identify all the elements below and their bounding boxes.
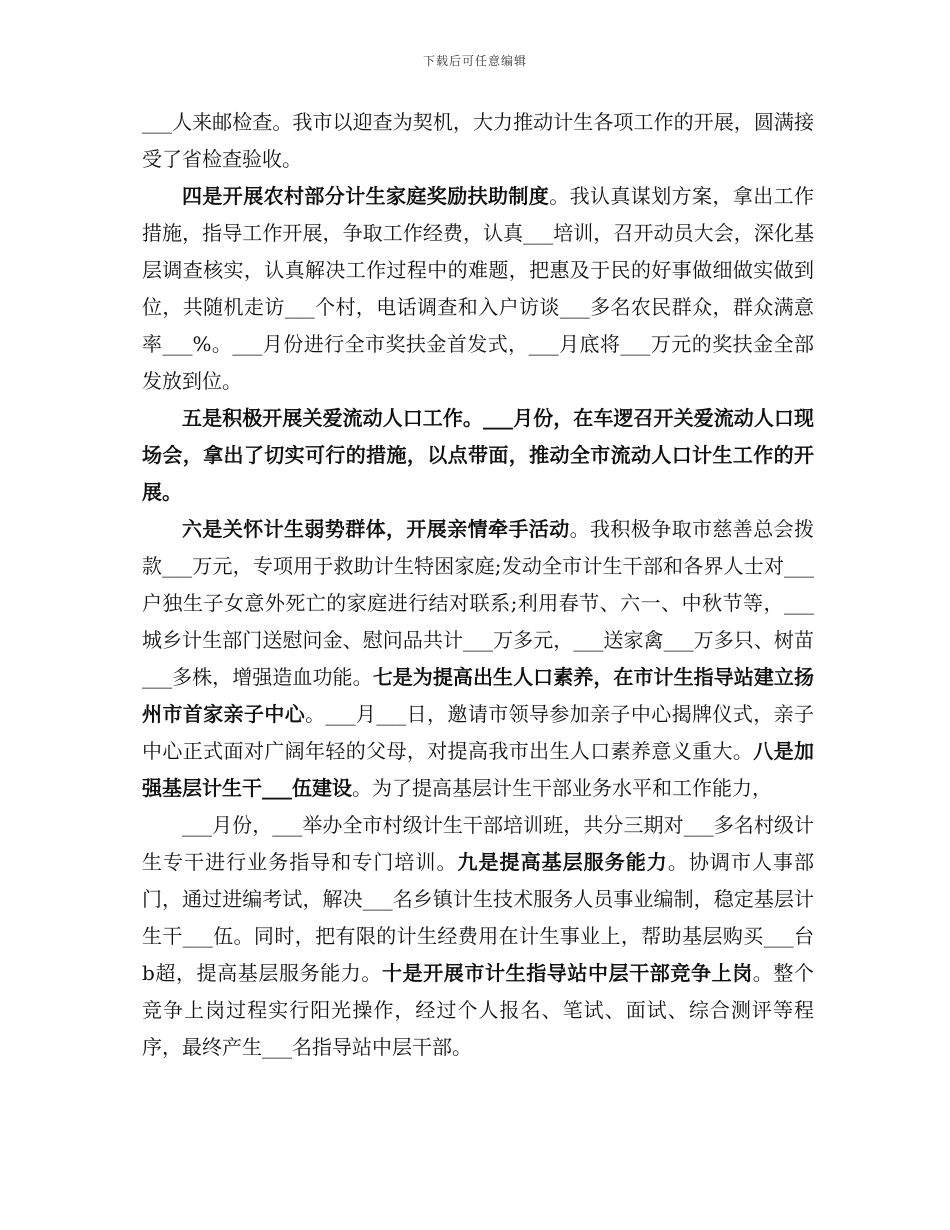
paragraph-5	[142, 807, 814, 1066]
text-run: 。为了提高基层计生干部业务水平和工作能力，	[352, 776, 772, 800]
page-header: 下载后可任意编辑	[422, 54, 527, 68]
text-run: ___人来邮检查。我市以迎查为契机，大力推动计生各项工作的开展，圆满接受了省检查验收。	[142, 110, 814, 171]
paragraph-4	[142, 511, 814, 807]
text-run: ___月份，___举办全市村级计生干部培训班，共分三期对___多名村级计生专干进行业务指导和专门培训。	[142, 813, 814, 874]
text-run: 。___月___日，邀请市领导参加亲子中心揭牌仪式，亲子中心正式面对广阔年轻的父母，对提高我市出生人口素养意义重大。	[142, 702, 815, 763]
section-heading-9: 九是提高基层服务能力	[457, 850, 668, 874]
section-heading-4: 四是开展农村部分计生家庭奖励扶助制度	[182, 184, 550, 208]
paragraph-1	[142, 104, 814, 178]
text-run: 。协调市人事部门，通过进编考试，解决___名乡镇计生技术服务人员事业编制，稳定基层计生干___伍。同时，把有限的计生经费用在计生事业上，帮助基层购买___台b超，提高基层服务能力。	[142, 850, 815, 985]
text-run: 。我积极争取市慈善总会拨款___万元，专项用于救助计生特困家庭;发动全市计生干部和各界人士对___户独生子女意外死亡的家庭进行结对联系;利用春节、六一、中秋节等，___城乡计生部门送慰问金、慰问品共计___万多元，___送家禽___万多只、树苗___多株，增强造血功能。	[142, 517, 815, 689]
document-body	[142, 104, 814, 1066]
paragraph-3	[142, 400, 814, 511]
text-run: 。整个竞争上岗过程实行阳光操作，经过个人报名、笔试、面试、综合测评等程序，最终产生___名指导站中层干部。	[142, 961, 814, 1059]
section-heading-8: 八是加强基层计生干___伍建设	[142, 739, 814, 800]
section-heading-10: 十是开展市计生指导站中层干部竞争上岗	[382, 961, 753, 985]
text-run: 。我认真谋划方案，拿出工作措施，指导工作开展，争取工作经费，认真___培训，召开动员大会，深化基层调查核实，认真解决工作过程中的难题，把惠及于民的好事做细做实做到位，共随机走访___个村，电话调查和入户访谈___多名农民群众，群众满意率___%。___月份进行全市奖扶金首发式，___月底将___万元的奖扶金全部发放到位。	[142, 184, 815, 393]
section-heading-6: 六是关怀计生弱势群体，开展亲情牵手活动	[182, 517, 570, 541]
section-heading-5: 五是积极开展关爱流动人口工作。___月份，在车逻召开关爱流动人口现场会，拿出了切实可行的措施，以点带面，推动全市流动人口计生工作的开展。	[142, 406, 814, 504]
section-heading-7: 七是为提高出生人口素养，在市计生指导站建立扬州市首家亲子中心	[142, 665, 814, 726]
paragraph-2	[142, 178, 814, 400]
